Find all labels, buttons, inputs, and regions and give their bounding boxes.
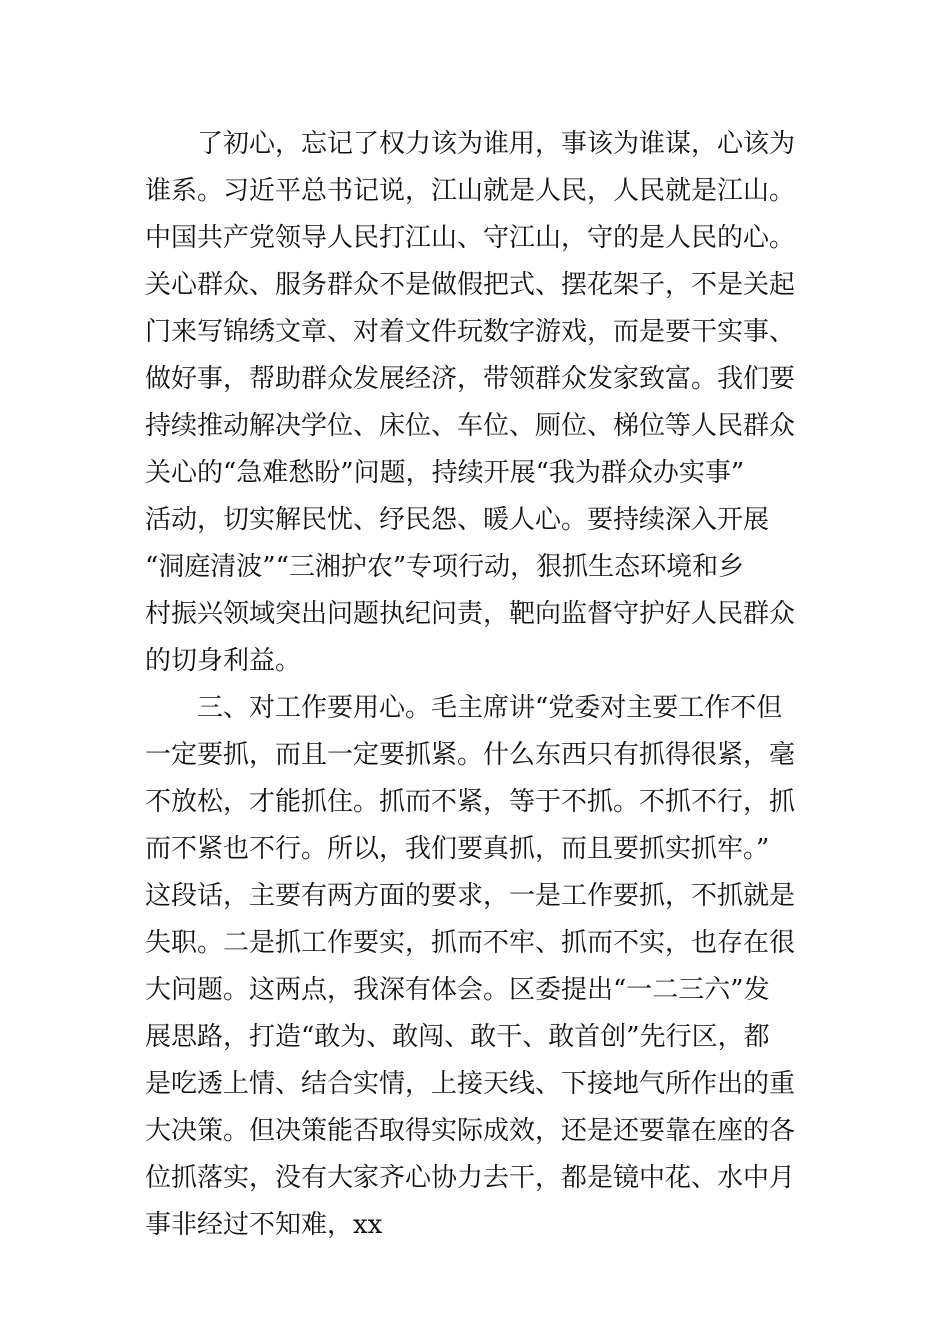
text-line: 展思路，打造“敢为、敢闯、敢干、敢首创”先行区，都 xyxy=(145,1022,770,1052)
text-line: 大决策。但决策能否取得实际成效，还是还要靠在座的各 xyxy=(145,1116,796,1146)
text-line: 村振兴领域突出问题执纪问责，靶向监督守护好人民群众 xyxy=(145,599,796,629)
text-line: 持续推动解决学位、床位、车位、厕位、梯位等人民群众 xyxy=(145,411,796,441)
text-line: 门来写锦绣文章、对着文件玩数字游戏，而是要干实事、 xyxy=(145,317,796,347)
text-line: 位抓落实，没有大家齐心协力去干，都是镜中花、水中月 xyxy=(145,1163,796,1193)
text-line: 不放松，才能抓住。抓而不紧，等于不抓。不抓不行，抓 xyxy=(145,787,796,817)
text-line: 关心的“急难愁盼”问题，持续开展“我为群众办实事” xyxy=(145,458,745,488)
body-text xyxy=(145,121,810,1249)
text-line: 这段话，主要有两方面的要求，一是工作要抓，不抓就是 xyxy=(145,881,796,911)
text-line: 做好事，帮助群众发展经济，带领群众发家致富。我们要 xyxy=(145,364,796,394)
text-line: 关心群众、服务群众不是做假把式、摆花架子，不是关起 xyxy=(145,270,796,300)
text-line: 是吃透上情、结合实情，上接天线、下接地气所作出的重 xyxy=(145,1069,796,1099)
text-line: 大问题。这两点，我深有体会。区委提出“一二三六”发 xyxy=(145,975,770,1005)
section-heading-line: 三、对工作要用心。毛主席讲“党委对主要工作不但 xyxy=(197,693,783,723)
text-line: 活动，切实解民忧、纾民怨、暖人心。要持续深入开展 xyxy=(145,505,770,535)
text-line: 谁系。习近平总书记说，江山就是人民，人民就是江山。 xyxy=(145,176,796,206)
text-line-paragraph-start: 了初心，忘记了权力该为谁用，事该为谁谋，心该为 xyxy=(197,129,796,159)
text-line: 事非经过不知难，xx xyxy=(145,1210,383,1240)
text-line: 失职。二是抓工作要实，抓而不牢、抓而不实，也存在很 xyxy=(145,928,796,958)
text-line: “洞庭清波”“三湘护农”专项行动，狠抓生态环境和乡 xyxy=(145,552,745,582)
text-line: 中国共产党领导人民打江山、守江山，守的是人民的心。 xyxy=(145,223,796,253)
text-line: 一定要抓，而且一定要抓紧。什么东西只有抓得很紧，毫 xyxy=(145,740,796,770)
text-line: 而不紧也不行。所以，我们要真抓，而且要抓实抓牢。” xyxy=(145,834,770,864)
text-line: 的切身利益。 xyxy=(145,646,302,676)
